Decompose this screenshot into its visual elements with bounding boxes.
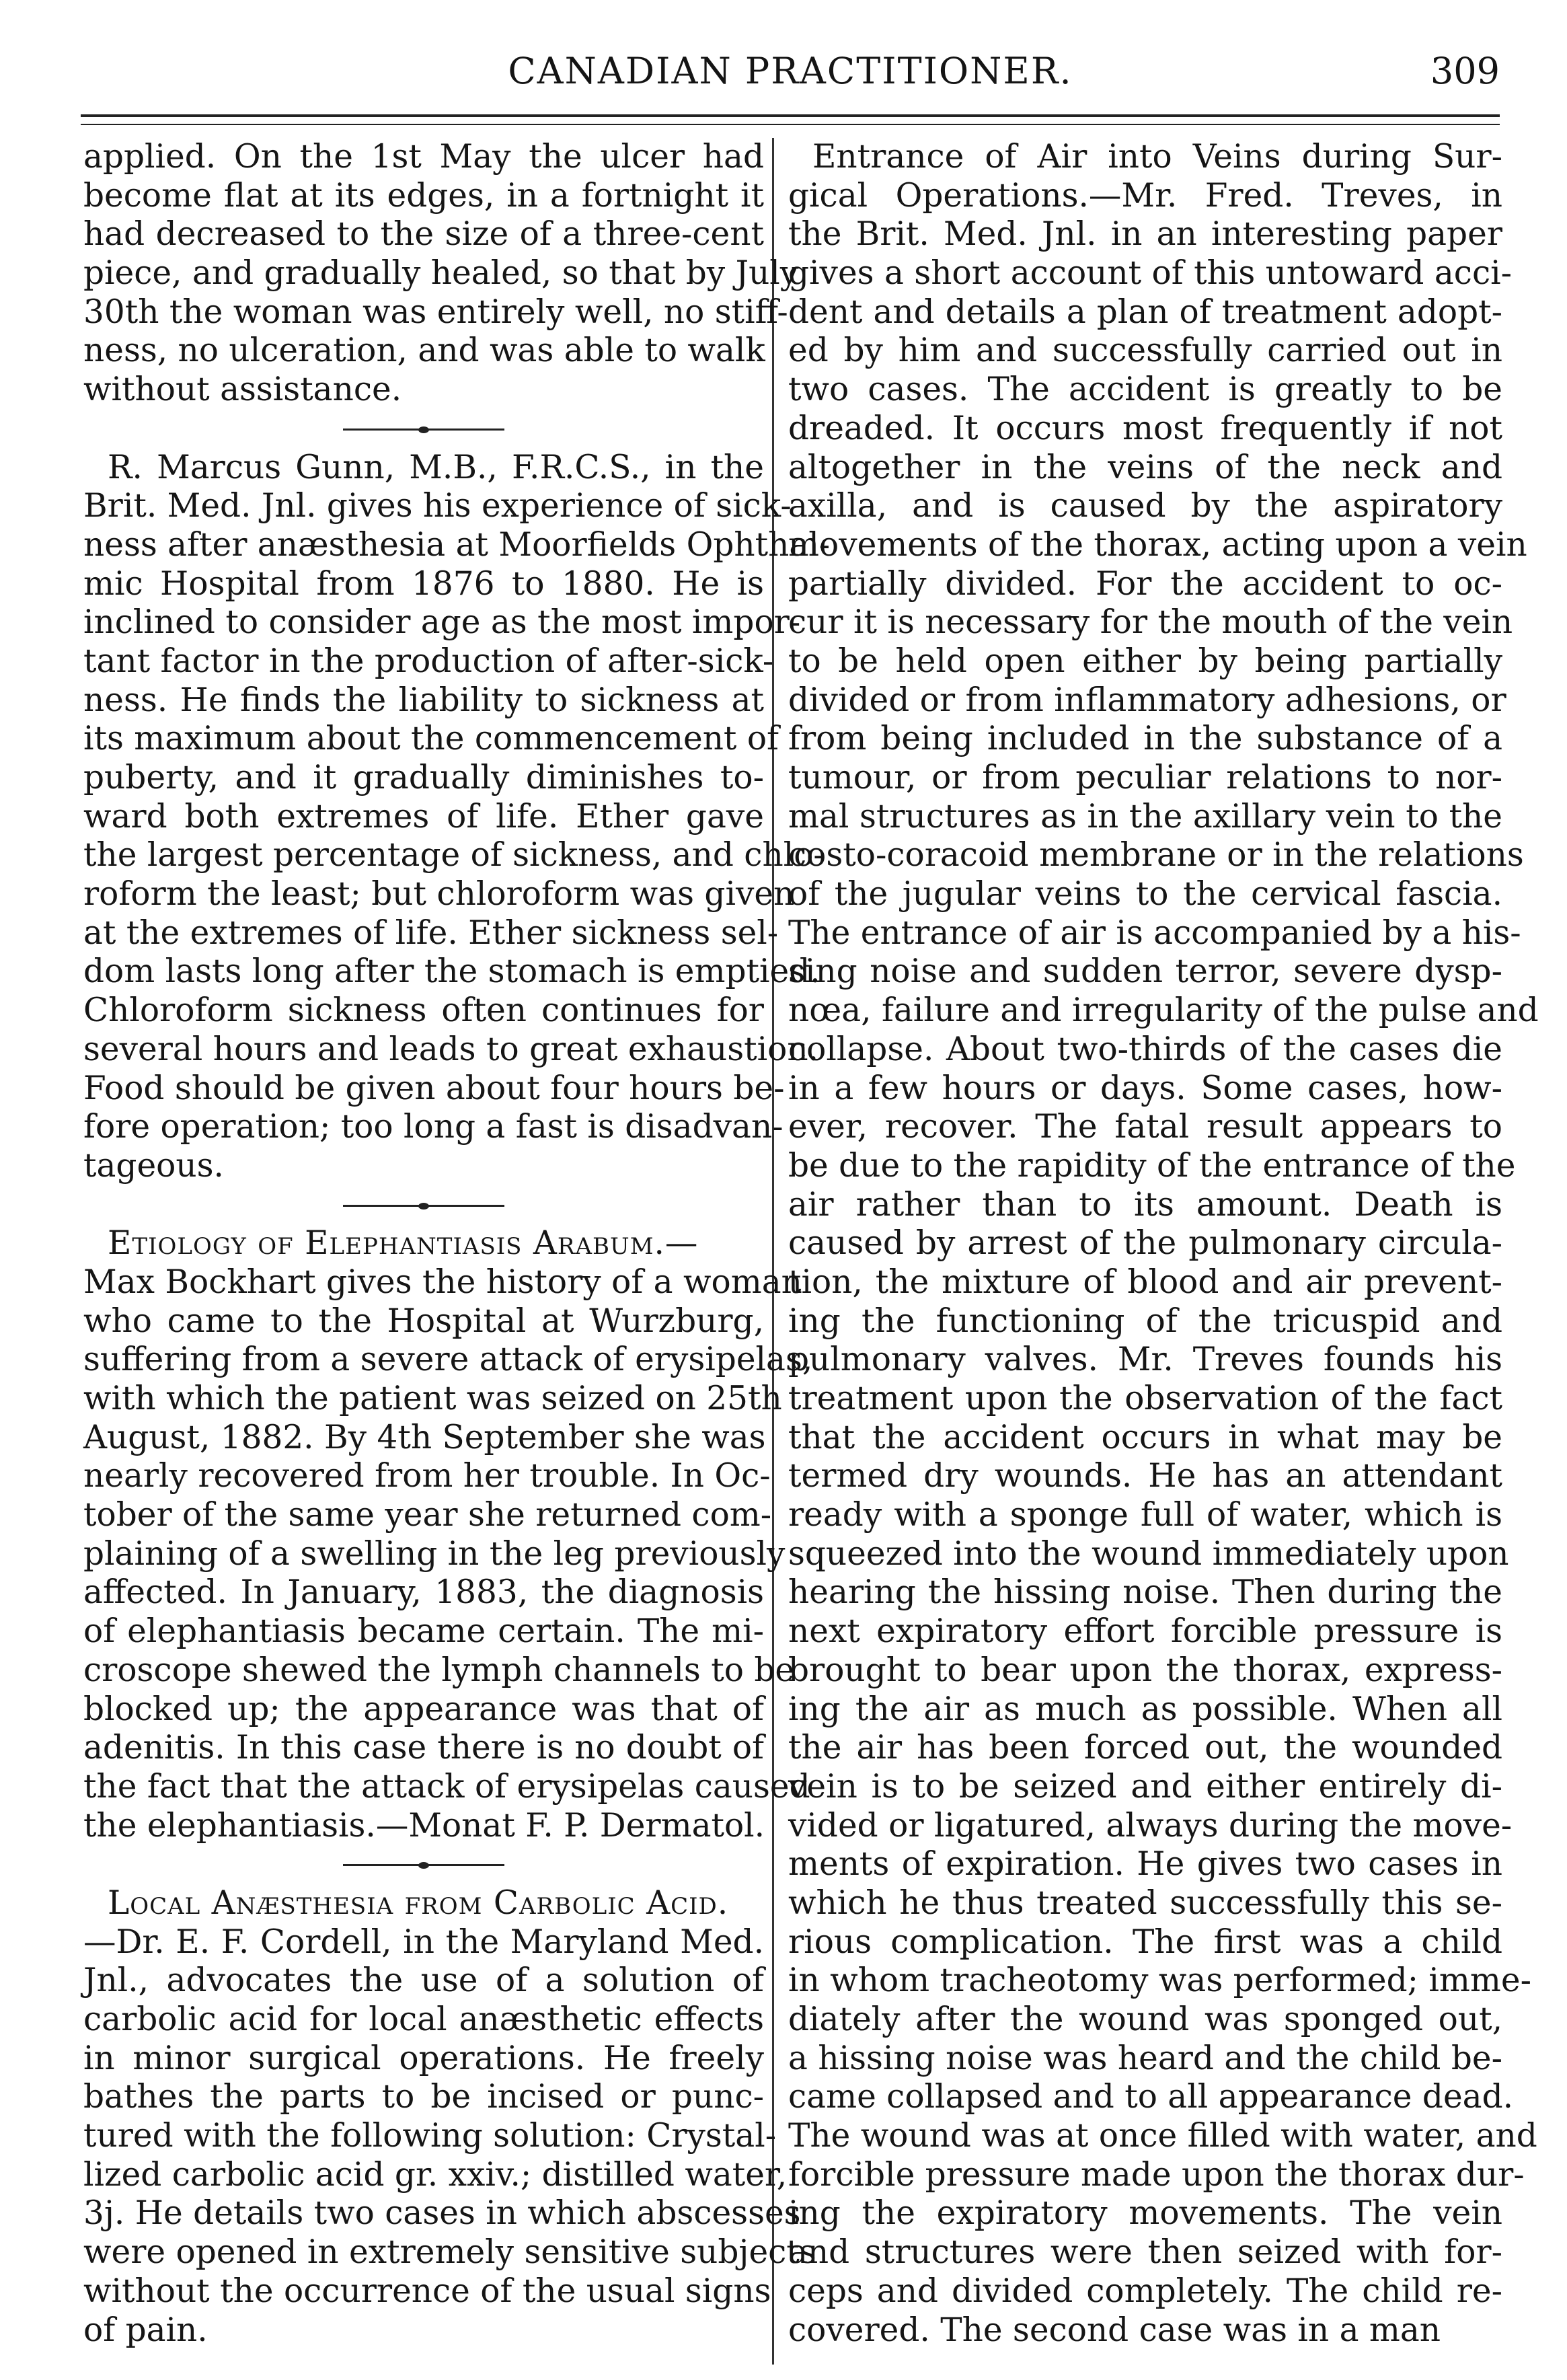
text-line: costo-coracoid membrane or in the relations: [788, 836, 1524, 875]
text-line: ness, no ulceration, and was able to walk: [83, 332, 765, 370]
text-line: ments of expiration. He gives two cases in: [788, 1845, 1502, 1884]
text-line: tumour, or from peculiar relations to nor-: [788, 759, 1502, 796]
text-line: R. Marcus Gunn, M.B., F.R.C.S., in the: [108, 448, 764, 486]
text-line: diately after the wound was sponged out,: [788, 2001, 1502, 2038]
text-line: carbolic acid for local anæsthetic effects: [83, 2001, 764, 2038]
text-line: tant factor in the production of after-sick-: [83, 642, 774, 680]
text-line: dreaded. It occurs most frequently if not: [788, 409, 1502, 447]
section-separator: [83, 1845, 764, 1884]
section-heading: Etiology of Elephantiasis Arabum.—: [108, 1224, 699, 1263]
text-line: hearing the hissing noise. Then during the: [788, 1573, 1502, 1612]
text-line: ever, recover. The fatal result appears to: [788, 1108, 1502, 1146]
text-line: The entrance of air is accompanied by a his-: [788, 914, 1521, 952]
text-line: vein is to be seized and either entirely di-: [788, 1767, 1502, 1806]
air-in-veins-paragraph: [788, 138, 1539, 2350]
text-line: collapse. About two-thirds of the cases die: [788, 1030, 1502, 1068]
text-line: cur it is necessary for the mouth of the vein: [788, 603, 1513, 642]
text-line: plaining of a swelling in the leg previously: [83, 1534, 786, 1573]
text-line: brought to bear upon the thorax, express-: [788, 1651, 1502, 1689]
text-line: become flat at its edges, in a fortnight it: [83, 176, 764, 215]
text-line: blocked up; the appearance was that of: [83, 1690, 764, 1728]
journal-title: CANADIAN PRACTITIONER.: [508, 50, 1073, 92]
text-line: 30th the woman was entirely well, no stiff-: [83, 293, 788, 331]
text-line: croscope shewed the lymph channels to be: [83, 1651, 795, 1689]
text-line: the Brit. Med. Jnl. in an interesting paper: [788, 215, 1502, 254]
text-line: next expiratory effort forcible pressure is: [788, 1612, 1502, 1651]
text-line: in whom tracheotomy was performed; imme-: [788, 1962, 1531, 2000]
text-line: —Dr. E. F. Cordell, in the Maryland Med.: [83, 1923, 764, 1961]
text-line: Brit. Med. Jnl. gives his experience of sick-: [83, 487, 792, 525]
text-line: tober of the same year she returned com-: [83, 1496, 772, 1534]
text-line: lized carbolic acid gr. xxiv.; distilled water,: [83, 2155, 788, 2194]
text-line: 3j. He details two cases in which abscesses: [83, 2194, 801, 2233]
section-separator: [83, 1186, 764, 1225]
text-line: adenitis. In this case there is no doubt of: [83, 1729, 764, 1767]
text-line: forcible pressure made upon the thorax dur-: [788, 2155, 1525, 2194]
text-line: the elephantiasis.—Monat F. P. Dermatol.: [83, 1806, 765, 1845]
text-line: of pain.: [83, 2311, 208, 2349]
text-line: ready with a sponge full of water, which is: [788, 1496, 1502, 1534]
text-line: gical Operations.—Mr. Fred. Treves, in: [788, 176, 1502, 215]
text-line: the air has been forced out, the wounded: [788, 1729, 1502, 1767]
text-line: axilla, and is caused by the aspiratory: [788, 487, 1502, 525]
text-line: be due to the rapidity of the entrance of the: [788, 1146, 1516, 1185]
text-line: August, 1882. By 4th September she was: [83, 1418, 766, 1456]
text-line: fore operation; too long a fast is disadvan-: [83, 1108, 784, 1146]
text-line: Max Bockhart gives the history of a woman: [83, 1263, 802, 1301]
page-header: [81, 44, 1500, 98]
text-line: Jnl., advocates the use of a solution of: [83, 1962, 764, 2000]
text-line: tured with the following solution: Crystal-: [83, 2117, 777, 2155]
left-column: [83, 138, 831, 2350]
text-line: vided or ligatured, always during the move-: [788, 1806, 1513, 1845]
text-line: ward both extremes of life. Ether gave: [83, 797, 764, 835]
text-line: gives a short account of this untoward acci-: [788, 254, 1513, 293]
text-line: without the occurrence of the usual signs: [83, 2272, 771, 2310]
text-line: squeezed into the wound immediately upon: [788, 1534, 1509, 1573]
text-line: mic Hospital from 1876 to 1880. He is: [83, 564, 764, 603]
header-rule-thin: [81, 124, 1500, 125]
text-line: tion, the mixture of blood and air prevent-: [788, 1263, 1502, 1301]
text-line: mal structures as in the axillary vein to the: [788, 797, 1502, 835]
text-line: ing the expiratory movements. The vein: [788, 2194, 1502, 2233]
text-line: ness. He finds the liability to sickness at: [83, 681, 764, 719]
text-line: nearly recovered from her trouble. In Oc-: [83, 1457, 771, 1495]
text-line: The wound was at once filled with water, and: [788, 2117, 1537, 2155]
text-line: came collapsed and to all appearance dead.: [788, 2078, 1514, 2116]
text-line: dom lasts long after the stomach is emptied.: [83, 953, 820, 991]
text-line: caused by arrest of the pulmonary circula-: [788, 1224, 1502, 1263]
text-line: treatment upon the observation of the fact: [788, 1380, 1502, 1417]
text-line: inclined to consider age as the most impor-: [83, 603, 801, 642]
text-line: from being included in the substance of a: [788, 720, 1502, 758]
section-heading-line: Entrance of Air into Veins during Sur-: [812, 138, 1502, 176]
page-number: 309: [1430, 50, 1500, 92]
text-line: without assistance.: [83, 371, 402, 409]
text-line: at the extremes of life. Ether sickness sel-: [83, 914, 779, 952]
text-line: applied. On the 1st May the ulcer had: [83, 138, 764, 176]
text-line: a hissing noise was heard and the child be-: [788, 2039, 1502, 2077]
text-line: and structures were then seized with for-: [788, 2233, 1502, 2272]
text-line: the largest percentage of sickness, and chlo-: [83, 836, 825, 875]
text-line: of the jugular veins to the cervical fascia.: [788, 875, 1502, 914]
text-line: suffering from a severe attack of erysipelas,: [83, 1341, 813, 1379]
text-line: bathes the parts to be incised or punc-: [83, 2078, 764, 2116]
carbolic-paragraph: [83, 1884, 816, 2350]
text-line: roform the least; but chloroform was given: [83, 875, 795, 914]
text-line: to be held open either by being partially: [788, 642, 1502, 680]
text-line: in a few hours or days. Some cases, how-: [788, 1069, 1502, 1107]
text-line: in minor surgical operations. He freely: [83, 2039, 764, 2077]
text-line: covered. The second case was in a man: [788, 2311, 1441, 2349]
text-line: of elephantiasis became certain. The mi-: [83, 1612, 764, 1651]
text-line: tageous.: [83, 1146, 224, 1185]
text-line: altogether in the veins of the neck and: [788, 448, 1502, 486]
text-line: Food should be given about four hours be-: [83, 1069, 785, 1107]
text-line: piece, and gradually healed, so that by July: [83, 254, 799, 293]
text-line: had decreased to the size of a three-cent: [83, 215, 764, 254]
text-line: rious complication. The first was a child: [788, 1923, 1502, 1961]
text-line: which he thus treated successfully this se-: [788, 1884, 1502, 1922]
text-line: two cases. The accident is greatly to be: [788, 371, 1502, 409]
text-line: nœa, failure and irregularity of the pulse and: [788, 992, 1539, 1030]
text-line: ing the functioning of the tricuspid and: [788, 1302, 1502, 1340]
section-heading: Local Anæsthesia from Carbolic Acid.: [108, 1884, 729, 1922]
text-line: dent and details a plan of treatment adopt-: [788, 293, 1502, 331]
text-line: sing noise and sudden terror, severe dysp-: [788, 953, 1502, 991]
text-line: who came to the Hospital at Wurzburg,: [83, 1302, 764, 1340]
text-line: its maximum about the commencement of: [83, 720, 779, 758]
text-line: puberty, and it gradually diminishes to-: [83, 759, 764, 796]
text-line: with which the patient was seized on 25th: [83, 1380, 782, 1417]
column-divider: [772, 138, 774, 2365]
text-line: divided or from inflammatory adhesions, or: [788, 681, 1506, 719]
text-line: that the accident occurs in what may be: [788, 1418, 1502, 1456]
right-column: [788, 138, 1539, 2350]
text-line: the fact that the attack of erysipelas caused: [83, 1767, 810, 1806]
section-separator: [83, 410, 764, 449]
text-line: movements of the thorax, acting upon a vein: [788, 525, 1527, 564]
elephantiasis-paragraph: [83, 1224, 813, 1845]
text-line: air rather than to its amount. Death is: [788, 1185, 1502, 1224]
text-line: Chloroform sickness often continues for: [83, 992, 764, 1030]
text-line: several hours and leads to great exhaustion.: [83, 1030, 819, 1068]
text-line: ceps and divided completely. The child re-: [788, 2272, 1502, 2310]
text-line: partially divided. For the accident to oc-: [788, 564, 1502, 603]
text-line: pulmonary valves. Mr. Treves founds his: [788, 1341, 1502, 1379]
gunn-paragraph: [83, 448, 831, 1186]
text-line: ing the air as much as possible. When all: [788, 1690, 1502, 1728]
header-rule: [81, 114, 1500, 117]
intro-paragraph: [83, 138, 799, 410]
text-line: ed by him and successfully carried out in: [788, 332, 1502, 370]
text-line: were opened in extremely sensitive subjects: [83, 2233, 816, 2272]
text-line: affected. In January, 1883, the diagnosis: [83, 1573, 764, 1612]
text-line: ness after anæsthesia at Moorfields Ophthal-: [83, 525, 831, 564]
text-line: termed dry wounds. He has an attendant: [788, 1457, 1502, 1495]
